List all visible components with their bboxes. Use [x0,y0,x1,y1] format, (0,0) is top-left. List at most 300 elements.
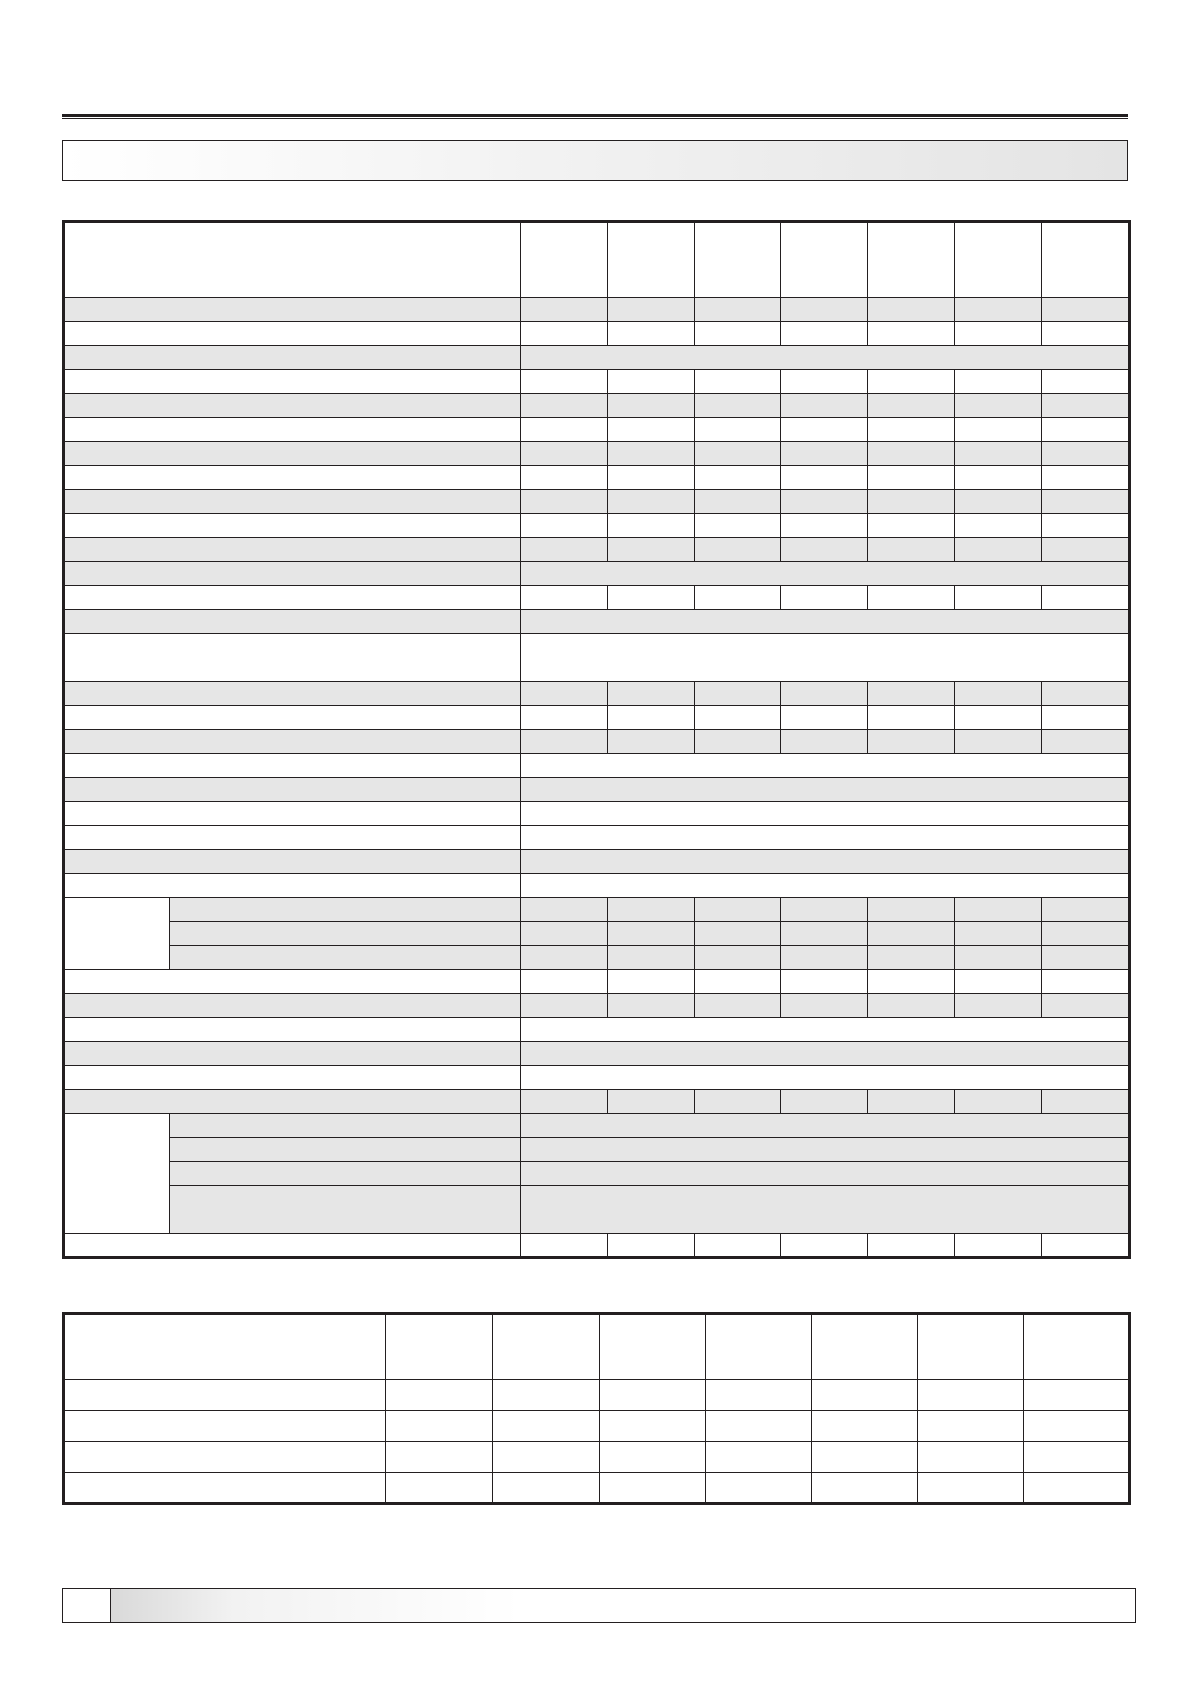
dims-cell [1024,1411,1130,1442]
spec-cell [608,370,695,394]
spec-cell [781,898,868,922]
dims-cell [812,1473,918,1504]
dims-cell [706,1380,812,1411]
spec-row [64,1090,1130,1114]
spec-row [64,394,1130,418]
spec-cell [521,370,608,394]
dims-row-label [64,1473,386,1504]
spec-row-label [64,562,521,586]
dims-row-label [64,1411,386,1442]
dims-header-col [706,1314,812,1380]
spec-cell [608,1090,695,1114]
section-title-bar [62,140,1128,181]
spec-cell [1042,1234,1130,1258]
spec-row-label [64,874,521,898]
dims-cell [493,1473,600,1504]
spec-row [64,1018,1130,1042]
spec-cell [955,538,1042,562]
spec-row-label [64,322,521,346]
spec-cell [868,946,955,970]
spec-row [64,802,1130,826]
spec-row-label [64,442,521,466]
spec-cell [608,442,695,466]
spec-cell [868,970,955,994]
spec-cell [695,730,781,754]
spec-row [64,298,1130,322]
spec-cell [781,586,868,610]
spec-cell [955,418,1042,442]
spec-cell [781,370,868,394]
spec-table [62,220,1131,1259]
spec-merged-cell [521,754,1130,778]
spec-cell [868,730,955,754]
spec-cell [781,322,868,346]
spec-row [64,826,1130,850]
spec-cell [521,298,608,322]
dims-cell [706,1473,812,1504]
spec-row [64,610,1130,634]
spec-cell [955,898,1042,922]
spec-cell [955,466,1042,490]
spec-cell [868,370,955,394]
dims-cell [600,1442,706,1473]
spec-cell [868,898,955,922]
spec-row-label [64,490,521,514]
spec-merged-cell [521,1162,1130,1186]
spec-header-col [695,222,781,298]
spec-sub-label [170,1186,521,1234]
spec-merged-cell [521,1042,1130,1066]
dims-cell [386,1473,493,1504]
spec-cell [695,1234,781,1258]
dims-cell [706,1442,812,1473]
spec-cell [695,322,781,346]
spec-cell [1042,394,1130,418]
spec-row [64,442,1130,466]
spec-row-label [64,802,521,826]
spec-row-label [64,1066,521,1090]
spec-row-label [64,826,521,850]
spec-cell [1042,706,1130,730]
spec-cell [781,418,868,442]
spec-row-label [64,418,521,442]
dims-header-col [493,1314,600,1380]
spec-cell [1042,586,1130,610]
spec-cell [608,514,695,538]
spec-header-row [64,222,1130,298]
spec-row [64,730,1130,754]
spec-cell [868,586,955,610]
spec-row-label [64,394,521,418]
spec-cell [695,586,781,610]
spec-sub-label [170,1138,521,1162]
spec-cell [608,682,695,706]
dims-cell [918,1442,1024,1473]
spec-cell [868,418,955,442]
spec-row-label [64,778,521,802]
spec-merged-cell [521,850,1130,874]
spec-cell [1042,970,1130,994]
spec-row [64,994,1130,1018]
spec-cell [608,490,695,514]
spec-cell [955,490,1042,514]
dims-cell [918,1473,1024,1504]
spec-row [64,322,1130,346]
spec-row-label [64,1234,521,1258]
spec-cell [781,538,868,562]
spec-cell [695,922,781,946]
spec-cell [781,970,868,994]
spec-header-label [64,222,521,298]
dims-cell [600,1411,706,1442]
spec-cell [521,466,608,490]
spec-row-label [64,706,521,730]
spec-merged-cell [521,346,1130,370]
spec-cell [955,970,1042,994]
spec-merged-cell [521,634,1130,682]
spec-cell [955,394,1042,418]
spec-cell [868,1090,955,1114]
spec-cell [868,538,955,562]
spec-cell [955,370,1042,394]
spec-cell [868,394,955,418]
spec-cell [608,466,695,490]
dims-header-label [64,1314,386,1380]
spec-cell [521,946,608,970]
spec-cell [868,490,955,514]
spec-cell [695,298,781,322]
spec-row-label [64,538,521,562]
dims-header-col [918,1314,1024,1380]
spec-cell [955,994,1042,1018]
spec-cell [955,730,1042,754]
footer-bar [62,1588,1136,1623]
spec-cell [955,298,1042,322]
dims-cell [918,1411,1024,1442]
spec-row [64,1162,1130,1186]
spec-header-col [1042,222,1130,298]
spec-cell [608,394,695,418]
dims-cell [812,1442,918,1473]
spec-row [64,922,1130,946]
spec-cell [868,466,955,490]
spec-row-label [64,370,521,394]
spec-row-label [64,1018,521,1042]
dims-cell [386,1411,493,1442]
spec-cell [695,970,781,994]
spec-cell [868,298,955,322]
spec-cell [955,322,1042,346]
spec-cell [608,538,695,562]
spec-row-label [64,514,521,538]
spec-row [64,346,1130,370]
spec-row [64,874,1130,898]
dims-cell [600,1473,706,1504]
spec-cell [521,586,608,610]
spec-cell [955,514,1042,538]
spec-cell [695,682,781,706]
spec-group-label [64,1114,170,1234]
dims-cell [1024,1442,1130,1473]
spec-sub-label [170,898,521,922]
spec-row-label [64,682,521,706]
dims-cell [493,1411,600,1442]
spec-cell [521,490,608,514]
spec-row [64,706,1130,730]
spec-cell [1042,730,1130,754]
spec-cell [521,442,608,466]
spec-cell [608,898,695,922]
dims-row-label [64,1442,386,1473]
spec-cell [1042,514,1130,538]
spec-merged-cell [521,1018,1130,1042]
spec-sub-label [170,922,521,946]
dims-cell [812,1380,918,1411]
spec-row [64,850,1130,874]
spec-cell [1042,1090,1130,1114]
header-rule [62,114,1128,119]
dims-header-col [1024,1314,1130,1380]
spec-header-col [955,222,1042,298]
spec-row [64,562,1130,586]
spec-cell [521,538,608,562]
spec-row-label [64,634,521,682]
spec-cell [695,442,781,466]
spec-row-label [64,730,521,754]
dims-cell [1024,1473,1130,1504]
spec-cell [781,1090,868,1114]
spec-merged-cell [521,610,1130,634]
spec-cell [1042,898,1130,922]
spec-row-label [64,298,521,322]
spec-cell [608,970,695,994]
spec-cell [781,490,868,514]
spec-cell [781,682,868,706]
spec-merged-cell [521,1114,1130,1138]
spec-row-label [64,586,521,610]
spec-cell [955,1090,1042,1114]
spec-sub-label [170,946,521,970]
spec-row [64,970,1130,994]
spec-cell [1042,922,1130,946]
spec-cell [781,994,868,1018]
spec-row-label [64,970,521,994]
spec-cell [781,1234,868,1258]
dims-header-row [64,1314,1130,1380]
spec-row [64,898,1130,922]
spec-cell [608,946,695,970]
spec-row-label [64,850,521,874]
spec-cell [521,706,608,730]
dims-cell [493,1380,600,1411]
dimensions-table [62,1312,1131,1505]
spec-row-label [64,994,521,1018]
spec-header-col [781,222,868,298]
spec-row [64,754,1130,778]
spec-row [64,370,1130,394]
spec-cell [868,322,955,346]
spec-sub-label [170,1114,521,1138]
spec-cell [695,1090,781,1114]
spec-cell [608,730,695,754]
dims-header-col [386,1314,493,1380]
spec-cell [1042,322,1130,346]
spec-merged-cell [521,802,1130,826]
spec-cell [781,298,868,322]
spec-cell [521,418,608,442]
spec-merged-cell [521,874,1130,898]
spec-cell [1042,418,1130,442]
spec-cell [521,922,608,946]
dims-cell [706,1411,812,1442]
spec-cell [521,1234,608,1258]
spec-cell [695,994,781,1018]
spec-cell [781,706,868,730]
spec-row-label [64,1042,521,1066]
spec-cell [781,730,868,754]
spec-cell [868,1234,955,1258]
spec-row [64,1042,1130,1066]
spec-merged-cell [521,778,1130,802]
spec-cell [1042,994,1130,1018]
spec-cell [695,466,781,490]
spec-cell [608,922,695,946]
spec-row [64,490,1130,514]
dims-row [64,1442,1130,1473]
spec-cell [1042,466,1130,490]
spec-row [64,1114,1130,1138]
spec-cell [608,706,695,730]
spec-row [64,1234,1130,1258]
dims-row [64,1411,1130,1442]
spec-row [64,538,1130,562]
spec-cell [868,514,955,538]
spec-row-label [64,1090,521,1114]
spec-cell [1042,370,1130,394]
spec-cell [608,298,695,322]
dims-header-col [600,1314,706,1380]
spec-cell [955,922,1042,946]
spec-cell [608,322,695,346]
spec-cell [521,994,608,1018]
spec-cell [868,706,955,730]
dims-row-label [64,1380,386,1411]
dims-cell [386,1380,493,1411]
dims-row [64,1380,1130,1411]
spec-row [64,946,1130,970]
spec-cell [695,418,781,442]
dims-cell [600,1380,706,1411]
spec-cell [695,490,781,514]
spec-cell [955,442,1042,466]
spec-cell [1042,490,1130,514]
spec-merged-cell [521,562,1130,586]
footer-text [111,1589,1135,1622]
spec-row [64,1138,1130,1162]
spec-row-label [64,466,521,490]
spec-cell [1042,682,1130,706]
spec-cell [695,898,781,922]
spec-cell [1042,538,1130,562]
spec-group-label [64,898,170,970]
spec-cell [781,922,868,946]
spec-cell [1042,946,1130,970]
spec-sub-label [170,1162,521,1186]
spec-merged-cell [521,826,1130,850]
spec-cell [521,682,608,706]
spec-cell [781,466,868,490]
spec-cell [781,946,868,970]
spec-row [64,418,1130,442]
spec-cell [781,514,868,538]
spec-row-label [64,610,521,634]
spec-cell [868,994,955,1018]
spec-cell [955,706,1042,730]
spec-cell [695,706,781,730]
spec-cell [695,394,781,418]
spec-row [64,1066,1130,1090]
spec-cell [1042,298,1130,322]
dims-cell [1024,1380,1130,1411]
spec-cell [695,946,781,970]
spec-cell [868,442,955,466]
spec-cell [695,514,781,538]
spec-cell [955,682,1042,706]
spec-cell [521,970,608,994]
dims-cell [386,1442,493,1473]
spec-cell [608,418,695,442]
spec-cell [608,994,695,1018]
spec-merged-cell [521,1138,1130,1162]
spec-row-label [64,754,521,778]
spec-cell [955,946,1042,970]
spec-row [64,586,1130,610]
spec-cell [695,370,781,394]
spec-row [64,466,1130,490]
spec-cell [695,538,781,562]
spec-row [64,682,1130,706]
spec-header-col [521,222,608,298]
spec-cell [955,1234,1042,1258]
spec-cell [608,586,695,610]
spec-row [64,778,1130,802]
spec-merged-cell [521,1066,1130,1090]
spec-row [64,514,1130,538]
spec-cell [955,586,1042,610]
dims-cell [918,1380,1024,1411]
spec-cell [868,922,955,946]
spec-cell [521,322,608,346]
spec-cell [781,442,868,466]
spec-cell [521,394,608,418]
spec-header-col [868,222,955,298]
spec-cell [1042,442,1130,466]
dims-cell [493,1442,600,1473]
dims-header-col [812,1314,918,1380]
spec-cell [521,730,608,754]
spec-row-label [64,346,521,370]
spec-row [64,634,1130,682]
spec-cell [781,394,868,418]
spec-cell [521,898,608,922]
dims-row [64,1473,1130,1504]
dims-cell [812,1411,918,1442]
spec-merged-cell [521,1186,1130,1234]
spec-cell [608,1234,695,1258]
spec-header-col [608,222,695,298]
spec-cell [868,682,955,706]
page-number-box [63,1589,111,1622]
